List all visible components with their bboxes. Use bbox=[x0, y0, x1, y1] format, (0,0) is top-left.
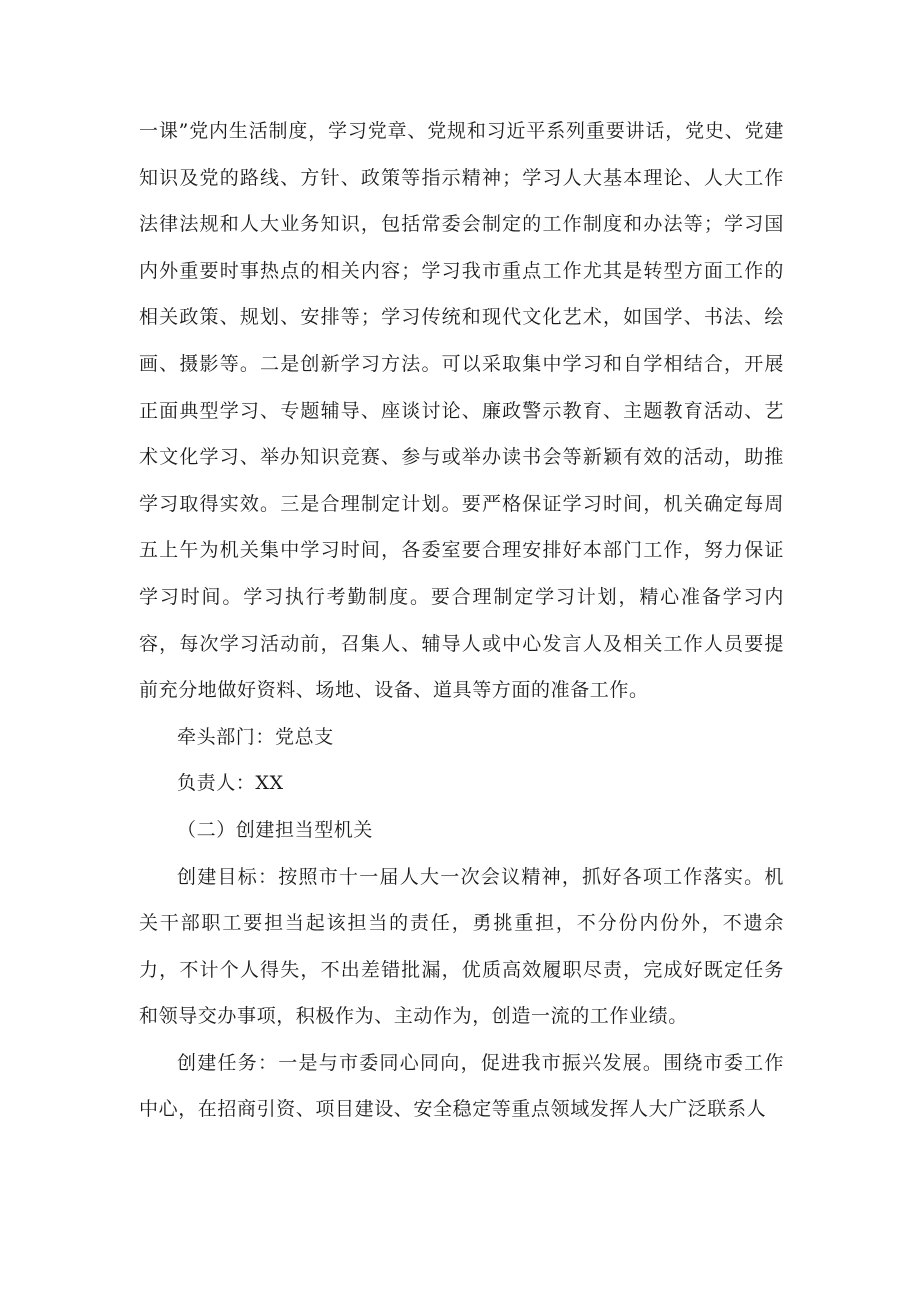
responsible-person-line: 负责人：XX bbox=[177, 772, 284, 795]
body-paragraph-study-content: 一课”党内生活制度，学习党章、党规和习近平系列重要讲话，党史、党建知识及党的路线、方针、政策等指示精神；学习人大基本理论、人大工作法律法规和人大业务知识，包括常委会制定的工作制度和办法等；学习国内外重要时事热点的相关内容；学习我市重点工作尤其是转型方面工作的相关政策、规划、安排等；学习传统和现代文化艺术，如国学、书法、绘画、摄影等。二是创新学习方法。可以采取集中学习和自学相结合，开展正面典型学习、专题辅导、座谈讨论、廉政警示教育、主题教育活动、艺术文化学习、举办知识竞赛、参与或举办读书会等新颖有效的活动，助推学习取得实效。三是合理制定计划。要严格保证学习时间，机关确定每周五上午为机关集中学习时间，各委室要合理安排好本部门工作，努力保证学习时间。学习执行考勤制度。要合理制定学习计划，精心准备学习内容，每次学习活动前，召集人、辅导人或中心发言人及相关工作人员要提前充分地做好资料、场地、设备、道具等方面的准备工作。 bbox=[139, 120, 784, 702]
body-paragraph-goal: 创建目标：按照市十一届人大一次会议精神，抓好各项工作落实。机关干部职工要担当起该担当的责任，勇挑重担，不分份内份外，不遗余力，不计个人得失，不出差错批漏，优质高效履职尽责，完成好既定任务和领导交办事项，积极作为、主动作为，创造一流的工作业绩。 bbox=[139, 865, 784, 1028]
section-heading: （二）创建担当型机关 bbox=[177, 818, 374, 841]
document-body bbox=[139, 108, 784, 1133]
body-paragraph-task: 创建任务：一是与市委同心同向，促进我市振兴发展。围绕市委工作中心，在招商引资、项目建设、安全稳定等重点领域发挥人大广泛联系人 bbox=[139, 1051, 784, 1121]
lead-department-line: 牵头部门：党总支 bbox=[177, 725, 334, 748]
